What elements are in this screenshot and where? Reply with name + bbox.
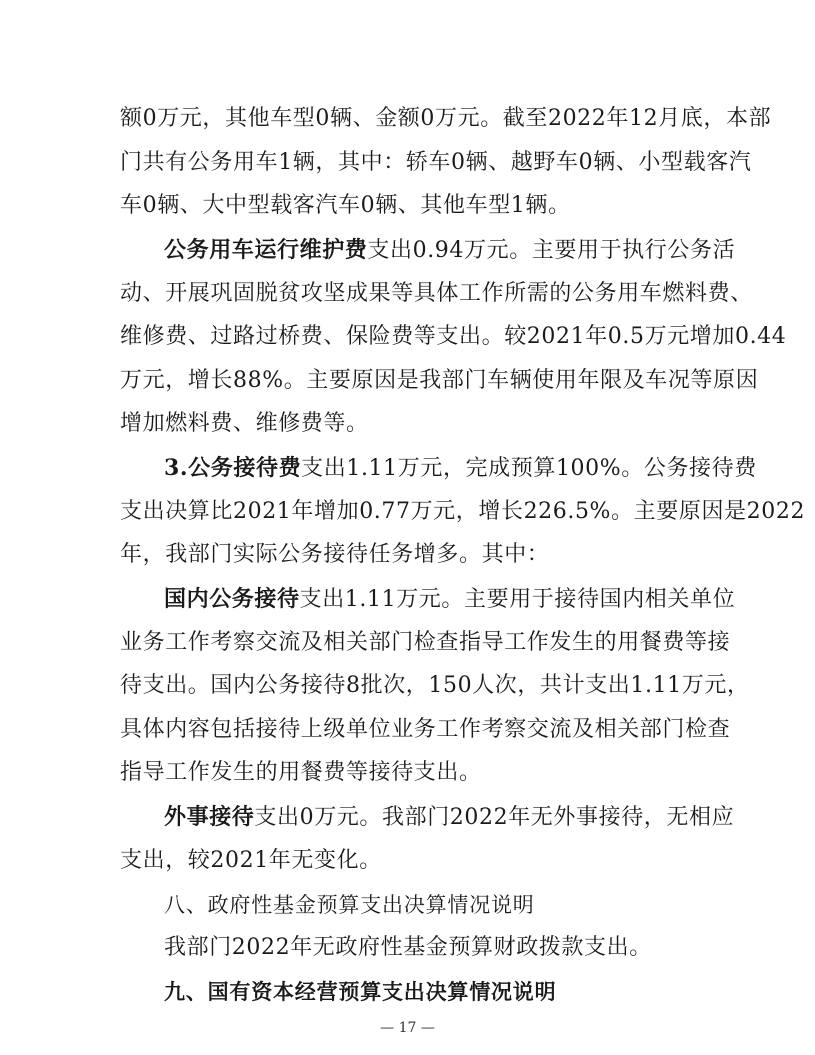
text-run: 支出0万元。我部门2022年无外事接待，无相应 — [254, 805, 735, 830]
text-line-15: 具体内容包括接待上级单位业务工作考察交流及相关部门检查 — [120, 717, 731, 742]
text-line-11: 年，我部门实际公务接待任务增多。其中： — [120, 542, 550, 567]
page-number: — 17 — — [380, 1020, 435, 1036]
text-line-2: 门共有公务用车1辆，其中：轿车0辆、越野车0辆、小型载客汽 — [120, 150, 752, 175]
text-line-1: 额0万元，其他车型0辆、金额0万元。截至2022年12月底，本部 — [120, 106, 772, 131]
text-line-17 — [164, 802, 735, 833]
text-line-10: 支出决算比2021年增加0.77万元，增长226.5%。主要原因是2022 — [120, 499, 806, 524]
text-run: 支出1.11万元，完成预算100%。公务接待费 — [301, 456, 757, 481]
text-line-12 — [164, 584, 736, 615]
section-heading-9: 九、国有资本经营预算支出决算情况说明 — [164, 980, 557, 1004]
subsection-term: 国内公务接待 — [164, 586, 300, 612]
subsection-term: 3.公务接待费 — [164, 455, 302, 481]
text-line-5: 动、开展巩固脱贫攻坚成果等具体工作所需的公务用车燃料费、 — [120, 281, 753, 306]
subsection-term: 外事接待 — [164, 804, 255, 830]
text-line-9 — [164, 453, 757, 484]
text-run: 支出0.94万元。主要用于执行公务活 — [367, 238, 736, 263]
text-line-20: 我部门2022年无政府性基金预算财政拨款支出。 — [164, 935, 652, 960]
text-line-8: 增加燃料费、维修费等。 — [120, 411, 369, 436]
text-line-7: 万元，增长88%。主要原因是我部门车辆使用年限及车况等原因 — [120, 368, 759, 393]
text-run: 支出1.11万元。主要用于接待国内相关单位 — [299, 587, 736, 612]
text-line-13: 业务工作考察交流及相关部门检查指导工作发生的用餐费等接 — [120, 630, 731, 655]
text-line-3: 车0辆、大中型载客汽车0辆、其他车型1辆。 — [120, 193, 571, 218]
text-line-16: 指导工作发生的用餐费等接待支出。 — [120, 760, 482, 785]
text-line-6: 维修费、过路过桥费、保险费等支出。较2021年0.5万元增加0.44 — [120, 324, 787, 349]
text-line-18: 支出，较2021年无变化。 — [120, 848, 382, 873]
subsection-term: 公务用车运行维护费 — [164, 237, 368, 263]
section-heading-8: 八、政府性基金预算支出决算情况说明 — [164, 893, 535, 917]
text-line-14: 待支出。国内公务接待8批次，150人次，共计支出1.11万元， — [120, 673, 750, 698]
text-line-4 — [164, 235, 736, 266]
